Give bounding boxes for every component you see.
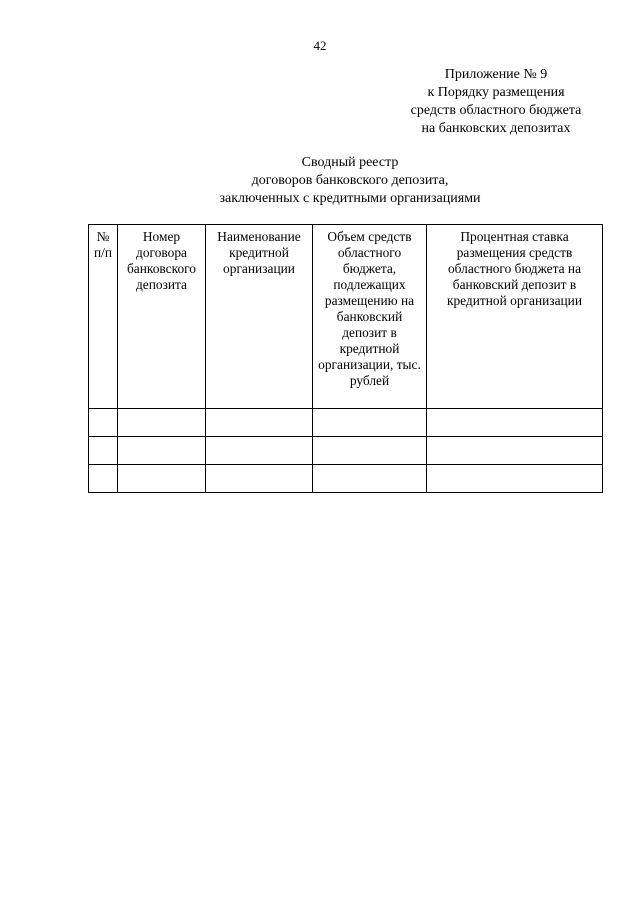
table-row <box>89 465 603 493</box>
table-row <box>89 437 603 465</box>
title-line: договоров банковского депозита, <box>251 173 449 188</box>
table-cell <box>427 437 603 465</box>
table-cell <box>118 437 206 465</box>
title-line: заключенных с кредитными организациями <box>219 191 481 206</box>
table-cell <box>89 437 118 465</box>
table-cell <box>427 465 603 493</box>
table-cell <box>118 465 206 493</box>
document-title <box>0 154 640 208</box>
table-cell <box>313 465 427 493</box>
appendix-line: средств областного бюджета <box>410 103 582 118</box>
table-cell <box>206 465 313 493</box>
table-header-row <box>89 225 603 409</box>
table-cell <box>89 409 118 437</box>
column-header-contract-number: Номер договора банковского депозита <box>118 225 206 409</box>
appendix-line: к Порядку размещения <box>427 85 565 100</box>
registry-table <box>88 224 603 493</box>
table-cell <box>313 409 427 437</box>
column-header-number: № п/п <box>89 225 118 409</box>
appendix-line: на банковских депозитах <box>421 121 571 136</box>
title-line: Сводный реестр <box>301 155 399 170</box>
table-cell <box>206 437 313 465</box>
column-header-organization-name: Наименование кредитной организации <box>206 225 313 409</box>
table-row <box>89 409 603 437</box>
table-cell <box>89 465 118 493</box>
page-number: 42 <box>313 38 327 53</box>
appendix-header <box>380 66 612 138</box>
table-cell <box>427 409 603 437</box>
table-cell <box>313 437 427 465</box>
appendix-line: Приложение № 9 <box>444 67 548 82</box>
column-header-funds-amount: Объем средств областного бюджета, подлежащих размещению на банковский депозит в кредитной организации, тыс. рублей <box>313 225 427 409</box>
table-cell <box>206 409 313 437</box>
column-header-interest-rate: Процентная ставка размещения средств областного бюджета на банковский депозит в кредитной организации <box>427 225 603 409</box>
table-cell <box>118 409 206 437</box>
